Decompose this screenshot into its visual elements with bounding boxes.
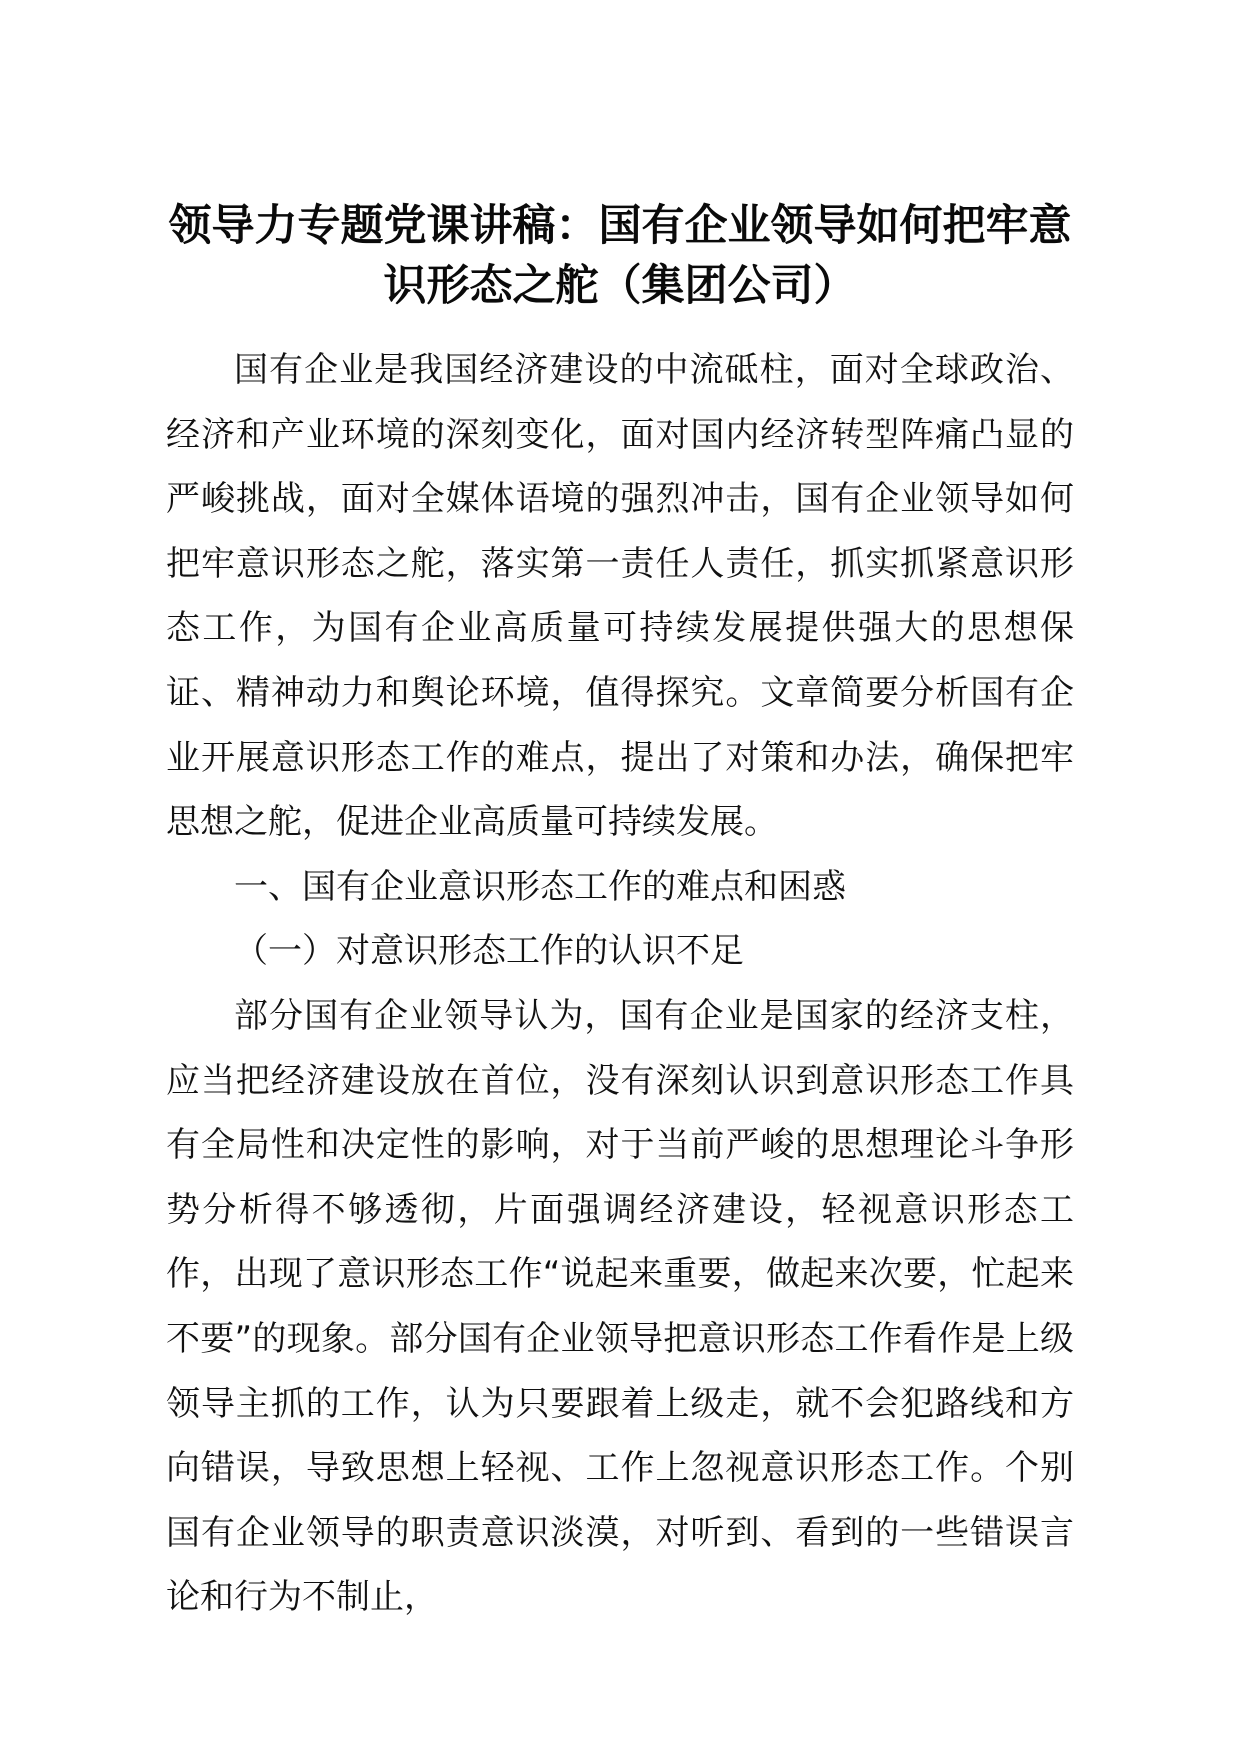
body-paragraph: 部分国有企业领导认为，国有企业是国家的经济支柱，应当把经济建设放在首位，没有深刻认识到意识形态工作具有全局性和决定性的影响，对于当前严峻的思想理论斗争形势分析得不够透彻，片面强调经济建设，轻视意识形态工作，出现了意识形态工作“说起来重要，做起来次要，忙起来不要”的现象。部分国有企业领导把意识形态工作看作是上级领导主抓的工作，认为只要跟着上级走，就不会犯路线和方向错误，导致思想上轻视、工作上忽视意识形态工作。个别国有企业领导的职责意识淡漠，对听到、看到的一些错误言论和行为不制止， bbox=[166, 995, 1074, 1618]
document-body bbox=[166, 338, 1074, 1630]
intro-paragraph: 国有企业是我国经济建设的中流砥柱，面对全球政治、经济和产业环境的深刻变化，面对国内经济转型阵痛凸显的严峻挑战，面对全媒体语境的强烈冲击，国有企业领导如何把牢意识形态之舵，落实第一责任人责任，抓实抓紧意识形态工作，为国有企业高质量可持续发展提供强大的思想保证、精神动力和舆论环境，值得探究。文章简要分析国有企业开展意识形态工作的难点，提出了对策和办法，确保把牢思想之舵，促进企业高质量可持续发展。 bbox=[166, 350, 1074, 843]
section-heading: 一、国有企业意识形态工作的难点和困惑 bbox=[234, 866, 846, 907]
document-page bbox=[166, 196, 1074, 1630]
subsection-heading: （一）对意识形态工作的认识不足 bbox=[234, 931, 744, 972]
document-title: 领导力专题党课讲稿：国有企业领导如何把牢意识形态之舵（集团公司） bbox=[168, 201, 1072, 311]
